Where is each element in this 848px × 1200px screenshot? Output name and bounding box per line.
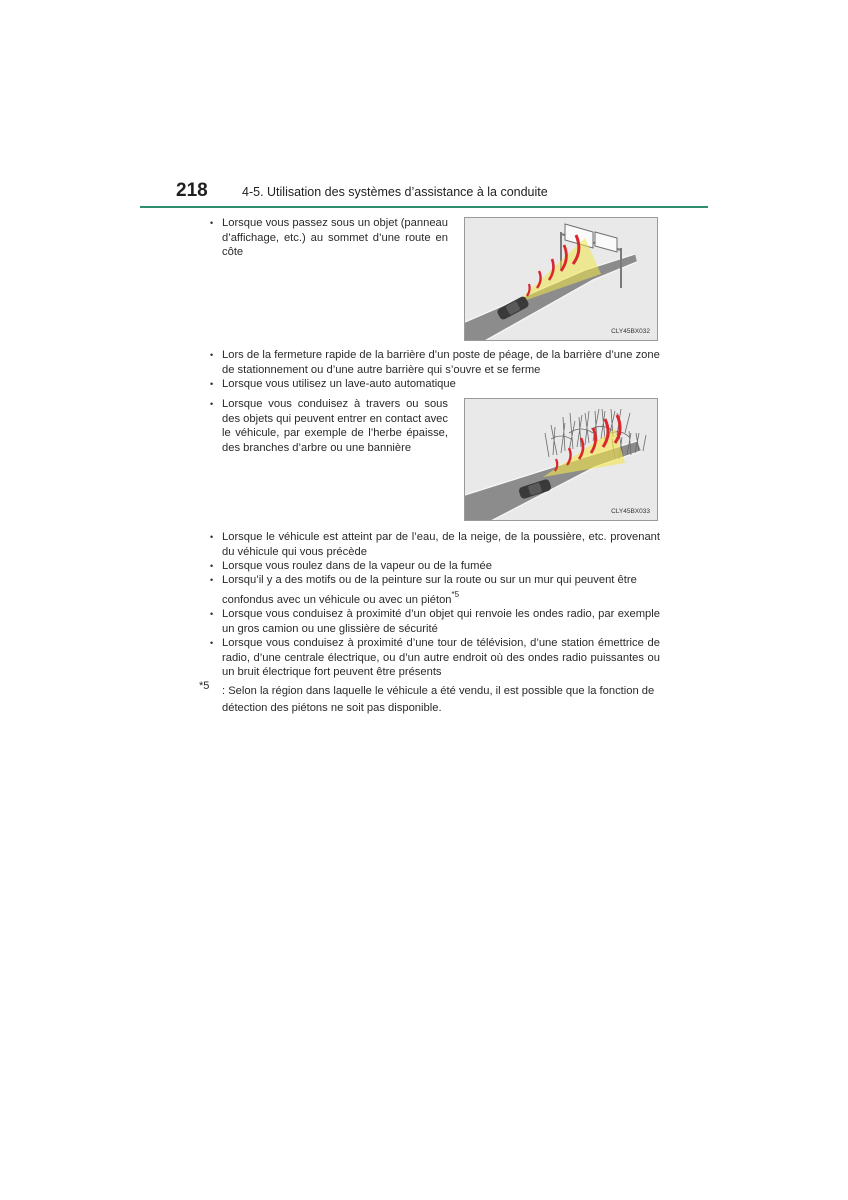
list-item [210, 573, 660, 607]
figure-tall-grass [464, 398, 658, 521]
bullet-icon: • [210, 575, 214, 585]
list-item [210, 530, 660, 559]
list-item [210, 348, 660, 377]
bullet-icon: • [210, 638, 214, 648]
bullet-icon: • [210, 379, 214, 389]
footnote-text: : Selon la région dans laquelle le véhicule a été vendu, il est possible que la fonction de détection des piétons ne soit pas disponible. [222, 685, 655, 714]
bullet-icon: • [210, 399, 214, 409]
list-item-text: Lorsque vous passez sous un objet (panneau d’affichage, etc.) au sommet d’une route en côte [222, 217, 448, 259]
list-item [210, 377, 660, 392]
figure-overhead-sign [464, 217, 658, 341]
footnote-reference: *5 [451, 589, 460, 599]
list-item [210, 397, 448, 455]
list-item-text: Lorsque vous conduisez à proximité d’une tour de télévision, d’une station émettrice de radio, d’une centrale électrique, ou d’un autre endroit où des ondes radio puissantes ou un bruit électrique fort peuvent être présents [222, 637, 660, 679]
footnote-mark: *5 [199, 680, 210, 692]
page-number: 218 [176, 180, 208, 201]
bullet-icon: • [210, 561, 214, 571]
illustration-tall-grass [465, 399, 658, 521]
list-item [210, 559, 660, 574]
figure-code: CLY45BX033 [611, 508, 650, 515]
list-item [210, 636, 660, 680]
section-title: 4-5. Utilisation des systèmes d’assistance à la conduite [242, 185, 548, 199]
list-item-text: Lorsque le véhicule est atteint par de l’eau, de la neige, de la poussière, etc. provenant du véhicule qui vous précède [222, 531, 660, 558]
bullet-icon: • [210, 350, 214, 360]
header-rule [140, 206, 708, 208]
bullet-icon: • [210, 609, 214, 619]
bullet-icon: • [210, 218, 214, 228]
list-item [210, 216, 448, 260]
list-item-text: Lors de la fermeture rapide de la barrière d’un poste de péage, de la barrière d’une zone de stationnement ou d’une autre barrière qui s’ouvre et se ferme [222, 349, 660, 376]
list-item-text: Lorsque vous utilisez un lave-auto automatique [222, 378, 456, 390]
list-item-text: Lorsque vous conduisez à proximité d’un objet qui renvoie les ondes radio, par exemple un gros camion ou une glissière de sécurité [222, 608, 660, 635]
list-item [210, 607, 660, 636]
list-item-text: Lorsque vous conduisez à travers ou sous des objets qui peuvent entrer en contact avec le véhicule, par exemple de l’herbe épaisse, des branches d’arbre ou une bannière [222, 398, 448, 454]
illustration-overhead-sign [465, 218, 658, 341]
list-item-text: Lorsque vous roulez dans de la vapeur ou de la fumée [222, 560, 492, 572]
figure-code: CLY45BX032 [611, 328, 650, 335]
list-item-text-body: Lorsqu’il y a des motifs ou de la peinture sur la route ou sur un mur qui peuvent être confondus avec un véhicule ou avec un piéton [222, 574, 637, 606]
bullet-icon: • [210, 532, 214, 542]
list-item-text [222, 573, 660, 607]
